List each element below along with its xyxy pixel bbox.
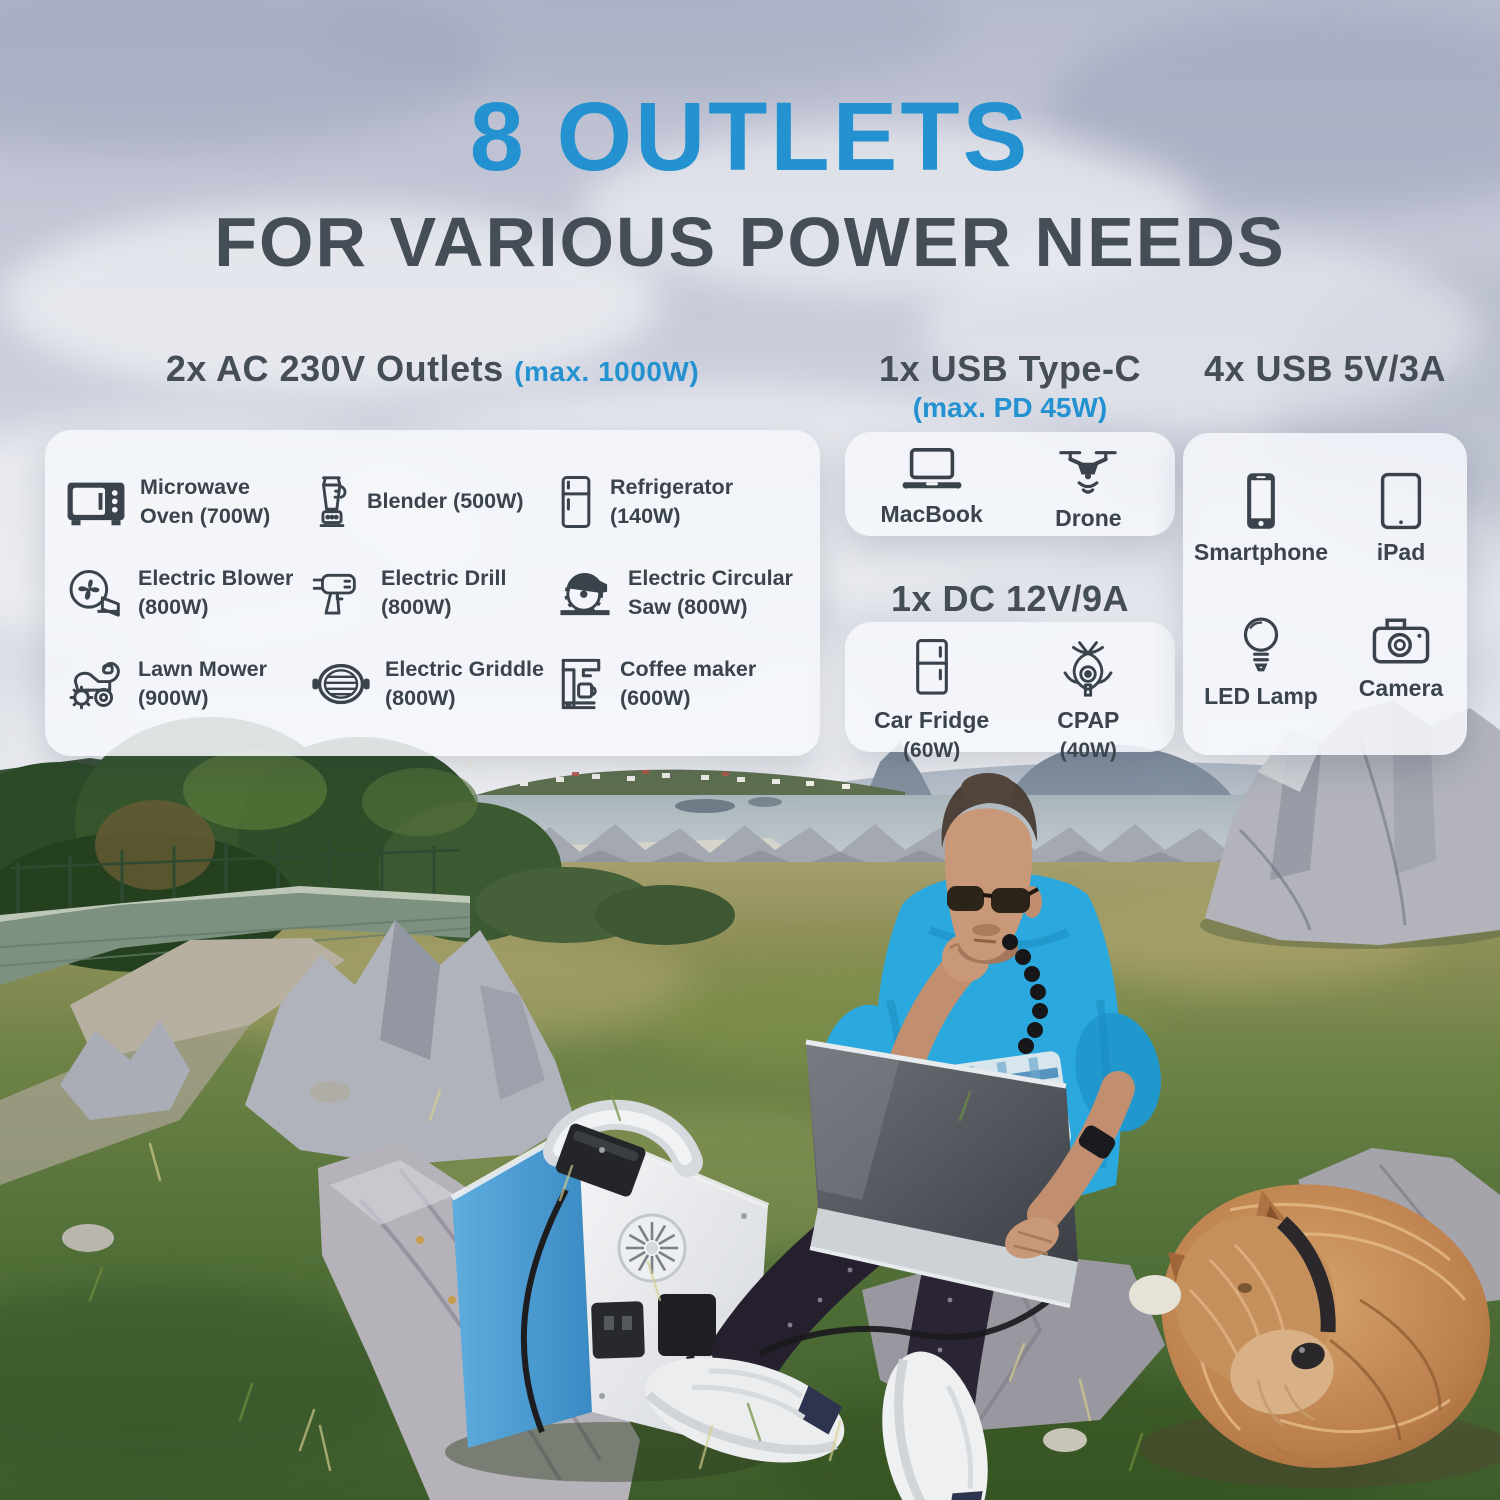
item-electric-griddle — [310, 655, 555, 713]
smartphone-icon — [1242, 471, 1280, 531]
dc-section-header: 1x DC 12V/9A — [890, 578, 1130, 619]
item-cpap: CPAP (40W) — [1018, 637, 1158, 763]
item-label: Lawn Mower (900W) — [138, 657, 268, 711]
title-line1: 8 OUTLETS — [469, 82, 1031, 191]
item-drone: Drone — [1018, 445, 1158, 531]
electric-griddle-icon — [310, 659, 372, 709]
item-macbook: MacBook — [862, 445, 1002, 527]
ipad-icon — [1378, 471, 1424, 531]
ac-section-title: 2x AC 230V Outlets — [165, 348, 504, 389]
item-label: Microwave Oven (700W) — [140, 474, 271, 528]
item-camera: Camera — [1331, 615, 1471, 709]
dc-devices-card — [845, 622, 1175, 763]
blender-icon — [310, 473, 354, 531]
item-circular-saw — [555, 564, 800, 622]
item-label: Coffee maker (600W) — [620, 657, 757, 711]
item-label: Electric Drill (800W) — [381, 566, 507, 619]
title-line2: FOR VARIOUS POWER NEEDS — [214, 203, 1286, 281]
usb-devices-panel — [1183, 433, 1467, 755]
electric-drill-icon — [310, 567, 368, 619]
ac-section-subtitle: (max. 1000W) — [514, 356, 700, 387]
usbc-devices-card — [845, 432, 1175, 536]
usb-section-header: 4x USB 5V/3A — [1203, 348, 1447, 389]
camera-icon — [1371, 615, 1431, 667]
item-lawn-mower — [65, 655, 310, 713]
electric-blower-icon — [65, 566, 125, 620]
lawn-mower-icon — [65, 657, 125, 711]
item-label: Electric Griddle (800W) — [385, 657, 544, 711]
item-led-lamp: LED Lamp — [1191, 615, 1331, 709]
ac-outlets-panel — [45, 430, 820, 756]
led-lamp-icon — [1238, 615, 1284, 675]
circular-saw-icon — [555, 566, 615, 620]
item-electric-blower — [65, 564, 310, 622]
item-blender — [310, 473, 555, 531]
item-refrigerator — [555, 473, 800, 531]
drone-icon — [1057, 445, 1119, 497]
item-car-fridge: Car Fridge (60W) — [862, 637, 1002, 763]
item-label: Electric Blower (800W) — [138, 566, 294, 619]
usbc-section-subtitle: (max. PD 45W) — [912, 392, 1108, 423]
microwave-icon — [65, 476, 127, 528]
item-label: Electric Circular Saw (800W) — [628, 566, 793, 619]
cpap-icon — [1059, 637, 1117, 699]
item-ipad: iPad — [1331, 471, 1471, 565]
ac-section-header — [45, 348, 820, 390]
item-label: Blender (500W) — [367, 489, 524, 514]
item-label: Refrigerator (140W) — [610, 474, 734, 528]
coffee-maker-icon — [555, 655, 607, 713]
item-electric-drill — [310, 564, 555, 622]
macbook-icon — [900, 445, 964, 493]
page-title — [0, 82, 1500, 281]
usbc-section-header: 1x USB Type-C — [879, 348, 1141, 389]
item-smartphone: Smartphone — [1191, 471, 1331, 565]
refrigerator-icon — [555, 473, 597, 531]
item-coffee-maker — [555, 655, 800, 713]
item-microwave-oven — [65, 473, 310, 531]
car-fridge-icon — [908, 637, 956, 699]
